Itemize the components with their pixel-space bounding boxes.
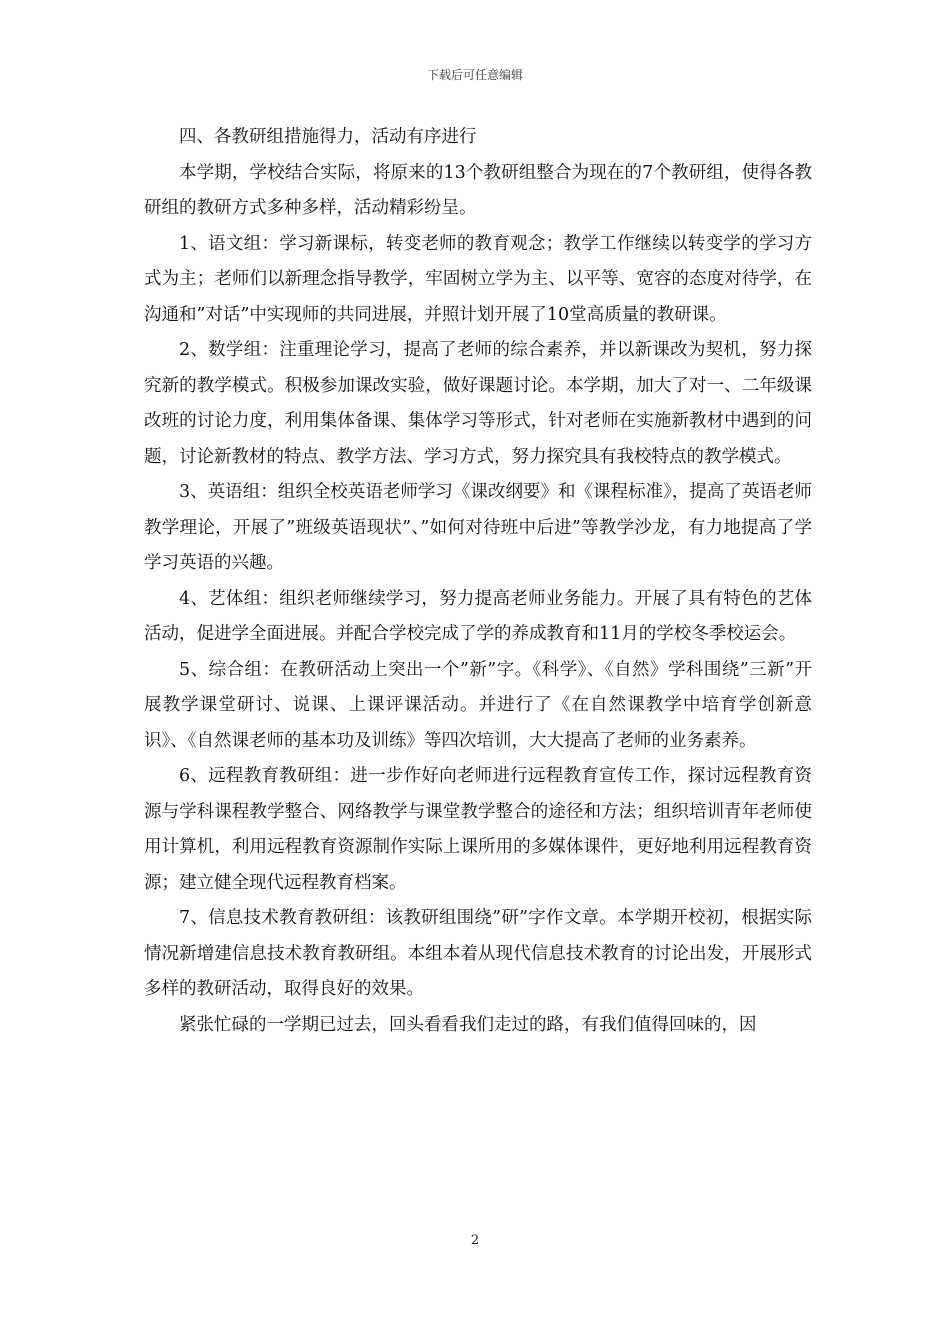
paragraph-english-group: 3、英语组：组织全校英语老师学习《课改纲要》和《课程标准》，提高了英语老师教学理论，开展了”班级英语现状”、”如何对待班中后进”等教学沙龙，有力地提高了学学习英语的兴趣。 (144, 482, 812, 573)
paragraph-it-education-group: 7、信息技术教育教研组：该教研组围绕”研”字作文章。本学期开校初，根据实际情况新增建信息技术教育教研组。本组本着从现代信息技术教育的讨论出发，开展形式多样的教研活动，取得良好的效果。 (144, 908, 812, 999)
section-heading: 四、各教研组措施得力，活动有序进行 (179, 127, 477, 147)
document-body (144, 120, 812, 1043)
paragraph-intro: 本学期，学校结合实际，将原来的13个教研组整合为现在的7个教研组，使得各教研组的教研方式多种多样，活动精彩纷呈。 (144, 162, 812, 218)
page-number: 2 (470, 1233, 480, 1248)
paragraph-closing: 紧张忙碌的一学期已过去，回头看看我们走过的路，有我们值得回味的，因 (179, 1014, 757, 1035)
paragraph-comprehensive-group: 5、综合组：在教研活动上突出一个”新”字。《科学》、《自然》学科围绕”三新”开展教学课堂研讨、说课、上课评课活动。并进行了《在自然课教学中培育学创新意识》、《自然课老师的基本功及训练》等四次培训，大大提高了老师的业务素养。 (144, 659, 812, 751)
paragraph-distance-education-group: 6、远程教育教研组：进一步作好向老师进行远程教育宣传工作，探讨远程教育资源与学科课程教学整合、网络教学与课堂教学整合的途径和方法；组织培训青年老师使用计算机，利用远程教育资源制作实际上课所用的多媒体课件，更好地利用远程教育资源；建立健全现代远程教育档案。 (144, 766, 812, 893)
paragraph-chinese-group: 1、语文组：学习新课标，转变老师的教育观念；教学工作继续以转变学的学习方式为主；老师们以新理念指导教学，牢固树立学为主、以平等、宽容的态度对待学，在沟通和”对话”中实现师的共同进展，并照计划开展了10堂高质量的教研课。 (144, 233, 812, 325)
download-note: 下载后可任意编辑 (426, 68, 523, 82)
paragraph-math-group: 2、数学组：注重理论学习，提高了老师的综合素养，并以新课改为契机，努力探究新的教学模式。积极参加课改实验，做好课题讨论。本学期，加大了对一、二年级课改班的讨论力度，利用集体备课、集体学习等形式，针对老师在实施新教材中遇到的问题，讨论新教材的特点、教学方法、学习方式，努力探究具有我校特点的教学模式。 (144, 340, 812, 467)
paragraph-arts-sports-group: 4、艺体组：组织老师继续学习，努力提高老师业务能力。开展了具有特色的艺体活动，促进学全面进展。并配合学校完成了学的养成教育和11月的学校冬季校运会。 (144, 588, 812, 644)
